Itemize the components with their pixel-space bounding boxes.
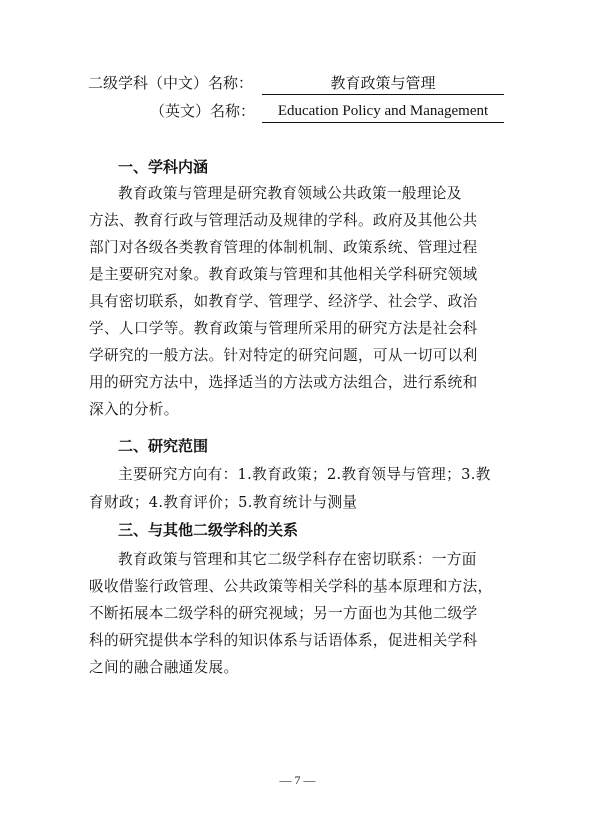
chinese-name-value: 教育政策与管理 bbox=[262, 72, 504, 95]
english-name-value: Education Policy and Management bbox=[262, 100, 504, 123]
paragraph-line: 用的研究方法中，选择适当的方法或方法组合，进行系统和 bbox=[89, 374, 478, 391]
paragraph-line: 教育政策与管理和其它二级学科存在密切联系：一方面 bbox=[118, 551, 477, 568]
section-heading-research-scope: 二、研究范围 bbox=[118, 437, 209, 455]
section-heading-connotation: 一、学科内涵 bbox=[118, 158, 209, 176]
paragraph-line: 之间的融合融通发展。 bbox=[89, 659, 239, 676]
paragraph-line: 育财政；4.教育评价；5.教育统计与测量 bbox=[89, 494, 358, 511]
paragraph-line: 方法、教育行政与管理活动及规律的学科。政府及其他公共 bbox=[89, 212, 478, 229]
paragraph-line: 教育政策与管理是研究教育领域公共政策一般理论及 bbox=[118, 185, 462, 202]
paragraph-line: 主要研究方向有：1.教育政策；2.教育领导与管理；3.教 bbox=[118, 466, 491, 483]
paragraph-line: 深入的分析。 bbox=[89, 401, 179, 418]
english-name-label: （英文）名称： bbox=[150, 102, 256, 120]
paragraph-line: 具有密切联系，如教育学、管理学、经济学、社会学、政治 bbox=[89, 293, 478, 310]
paragraph-line: 科的研究提供本学科的知识体系与话语体系，促进相关学科 bbox=[89, 632, 478, 649]
paragraph-line: 部门对各级各类教育管理的体制机制、政策系统、管理过程 bbox=[89, 239, 478, 256]
paragraph-line: 是主要研究对象。教育政策与管理和其他相关学科研究领域 bbox=[89, 266, 478, 283]
chinese-name-label: 二级学科（中文）名称： bbox=[88, 74, 254, 92]
paragraph-line: 学研究的一般方法。针对特定的研究问题，可从一切可以利 bbox=[89, 347, 478, 364]
paragraph-line: 吸收借鉴行政管理、公共政策等相关学科的基本原理和方法， bbox=[89, 578, 493, 595]
section-heading-relationship: 三、与其他二级学科的关系 bbox=[118, 521, 299, 539]
page-number: — 7 — bbox=[279, 773, 316, 787]
paragraph-line: 学、人口学等。教育政策与管理所采用的研究方法是社会科 bbox=[89, 320, 478, 337]
paragraph-line: 不断拓展本二级学科的研究视域；另一方面也为其他二级学 bbox=[89, 605, 478, 622]
